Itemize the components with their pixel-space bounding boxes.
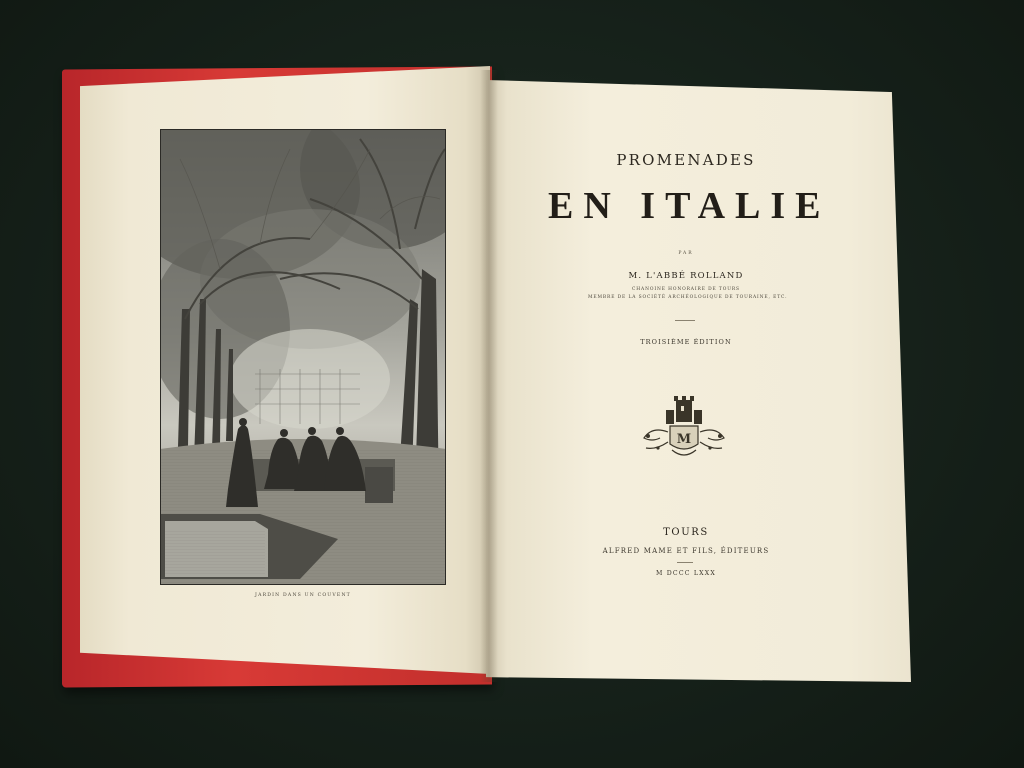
publication-year: M DCCC LXXX — [656, 570, 716, 577]
publisher-city: TOURS — [663, 527, 709, 538]
book-gutter — [480, 70, 498, 682]
by-label: PAR — [678, 251, 694, 256]
frontispiece-engraving — [160, 129, 446, 585]
right-page — [486, 80, 911, 682]
engraving-illustration — [160, 129, 446, 585]
edition-label: TROISIÈME ÉDITION — [640, 338, 732, 346]
divider-rule — [675, 320, 695, 321]
publisher-emblem-icon — [638, 392, 730, 464]
publisher-name: ALFRED MAME ET FILS, ÉDITEURS — [602, 547, 770, 555]
author-role-2: MEMBRE DE LA SOCIÉTÉ ARCHÉOLOGIQUE DE TOURAINE, ETC. — [588, 295, 788, 300]
title-line-1: PROMENADES — [616, 151, 756, 169]
frontispiece-caption: JARDIN DANS UN COUVENT — [255, 593, 351, 598]
divider-rule-2 — [677, 562, 693, 563]
author-role-1: CHANOINE HONORAIRE DE TOURS — [632, 287, 740, 292]
author-name: M. L'ABBÉ ROLLAND — [628, 271, 744, 281]
title-line-2: EN ITALIE — [548, 185, 831, 227]
svg-text:M: M — [676, 432, 692, 447]
